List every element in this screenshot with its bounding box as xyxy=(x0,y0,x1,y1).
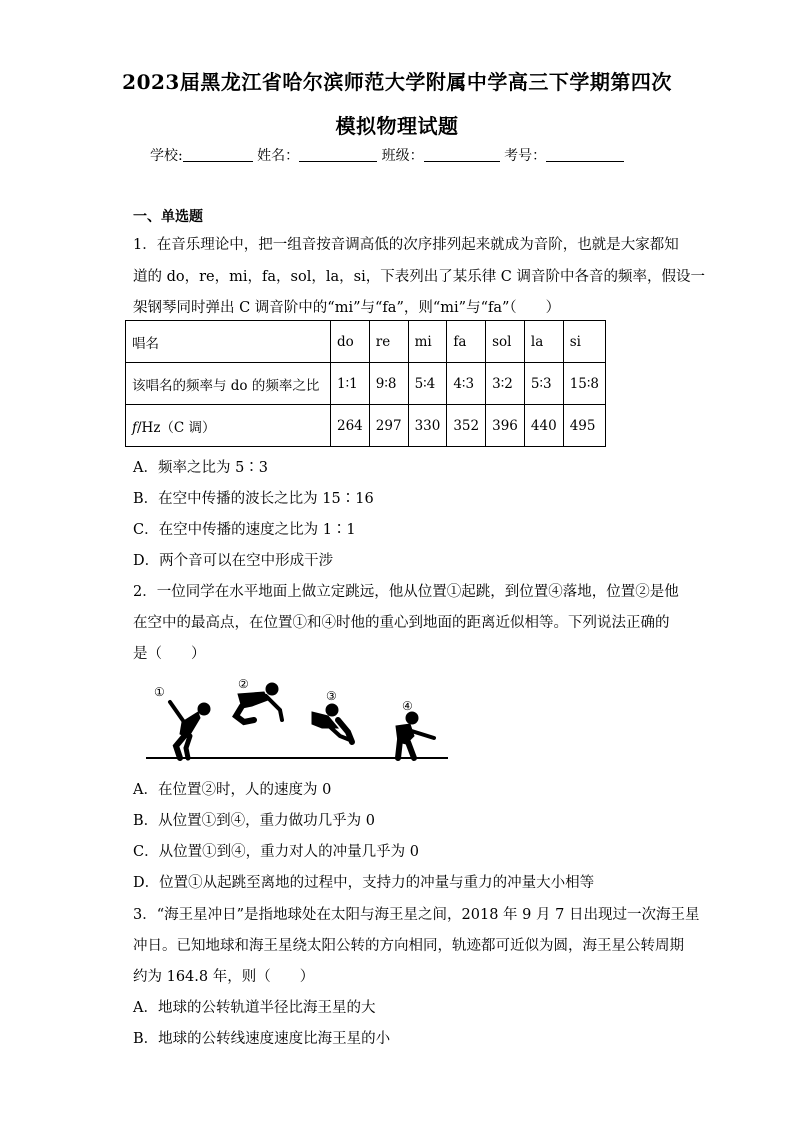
class-blank[interactable] xyxy=(424,147,500,162)
question-3-text: 3．“海王星冲日”是指地球处在太阳与海王星之间，2018 年 9 月 7 日出现过一次海王星 xyxy=(133,907,700,923)
table-cell: fa xyxy=(447,321,486,363)
table-cell: 352 xyxy=(447,405,486,447)
question-1-text: 1．在音乐理论中，把一组音按音调高低的次序排列起来就成为音阶，也就是大家都知 xyxy=(133,237,679,253)
school-blank[interactable] xyxy=(183,147,253,162)
table-cell: 495 xyxy=(563,405,605,447)
question-3-text: 冲日。已知地球和海王星绕太阳公转的方向相同，轨迹都可近似为圆，海王星公转周期 xyxy=(133,938,684,954)
table-cell: 396 xyxy=(486,405,525,447)
table-cell: 3∶2 xyxy=(486,363,525,405)
section-heading: 一、单选题 xyxy=(133,209,203,225)
long-jump-figure xyxy=(142,676,452,764)
position-label-4: ④ xyxy=(402,699,413,713)
table-cell: 330 xyxy=(408,405,447,447)
frequency-table xyxy=(125,320,606,447)
table-row xyxy=(126,363,606,405)
table-cell: do xyxy=(331,321,370,363)
question-2-text: 在空中的最高点，在位置①和④时他的重心到地面的距离近似相等。下列说法正确的 xyxy=(133,615,670,631)
table-cell: 唱名 xyxy=(126,321,331,363)
jumper-leg xyxy=(236,706,254,722)
frequency-symbol: f xyxy=(132,419,137,436)
table-cell: 440 xyxy=(524,405,563,447)
name-blank[interactable] xyxy=(299,147,377,162)
class-label: 班级： xyxy=(381,148,424,164)
jumper-head xyxy=(198,703,210,715)
school-label: 学校: xyxy=(150,148,183,164)
jumper-position-3 xyxy=(312,704,352,742)
option-a[interactable]: A．在位置②时，人的速度为 0 xyxy=(133,782,332,798)
table-cell: 297 xyxy=(369,405,408,447)
table-cell: 5∶3 xyxy=(524,363,563,405)
jumper-position-4 xyxy=(396,712,434,758)
page-title: 2023届黑龙江省哈尔滨师范大学附属中学高三下学期第四次 xyxy=(122,70,672,94)
table-cell: si xyxy=(563,321,605,363)
position-label-2: ② xyxy=(238,677,249,691)
table-cell: 4∶3 xyxy=(447,363,486,405)
student-info-row xyxy=(150,145,624,165)
jumper-position-1 xyxy=(170,702,210,758)
jumper-arm xyxy=(266,696,282,720)
table-cell: sol xyxy=(486,321,525,363)
jumper-head xyxy=(326,704,338,716)
page-subtitle: 模拟物理试题 xyxy=(335,114,459,138)
option-c[interactable]: C．在空中传播的速度之比为 1∶1 xyxy=(133,522,356,538)
table-cell: re xyxy=(369,321,408,363)
question-1-text: 架钢琴同时弹出 C 调音阶中的“mi”与“fa”，则“mi”与“fa”（ ） xyxy=(133,300,561,316)
number-label: 考号： xyxy=(504,148,547,164)
number-blank[interactable] xyxy=(546,147,624,162)
table-cell: 264 xyxy=(331,405,370,447)
question-1-text: 道的 do，re，mi，fa，sol，la，si，下表列出了某乐律 C 调音阶中各音的频率，假设一 xyxy=(133,269,706,285)
jumper-head xyxy=(266,683,278,695)
table-cell xyxy=(126,405,331,447)
name-label: 姓名： xyxy=(257,148,300,164)
option-b[interactable]: B．在空中传播的波长之比为 15∶16 xyxy=(133,491,374,507)
jumper-leg xyxy=(186,736,190,758)
table-cell: 1∶1 xyxy=(331,363,370,405)
table-cell: 15∶8 xyxy=(563,363,605,405)
position-label-1: ① xyxy=(154,685,165,699)
jumper-leg xyxy=(398,740,414,758)
frequency-unit-label: /Hz（C 调） xyxy=(137,419,216,436)
option-b[interactable]: B．地球的公转线速度速度比海王星的小 xyxy=(133,1031,391,1047)
table-cell: la xyxy=(524,321,563,363)
table-cell: 9∶8 xyxy=(369,363,408,405)
question-2-text: 2．一位同学在水平地面上做立定跳远，他从位置①起跳，到位置④落地，位置②是他 xyxy=(133,584,679,600)
option-a[interactable]: A．频率之比为 5∶3 xyxy=(133,460,269,476)
table-cell: 5∶4 xyxy=(408,363,447,405)
table-cell: mi xyxy=(408,321,447,363)
jumper-arm xyxy=(170,702,184,722)
table-row xyxy=(126,321,606,363)
table-row xyxy=(126,405,606,447)
position-label-3: ③ xyxy=(326,689,337,703)
question-2-text: 是（ ） xyxy=(133,646,206,662)
option-d[interactable]: D．位置①从起跳至离地的过程中，支持力的冲量与重力的冲量大小相等 xyxy=(133,875,595,891)
option-c[interactable]: C．从位置①到④，重力对人的冲量几乎为 0 xyxy=(133,844,419,860)
table-cell: 该唱名的频率与 do 的频率之比 xyxy=(126,363,331,405)
question-3-text: 约为 164.8 年，则（ ） xyxy=(133,969,315,985)
option-b[interactable]: B．从位置①到④，重力做功几乎为 0 xyxy=(133,813,375,829)
option-a[interactable]: A．地球的公转轨道半径比海王星的大 xyxy=(133,1000,376,1016)
jumper-head xyxy=(406,712,418,724)
option-d[interactable]: D．两个音可以在空中形成干涉 xyxy=(133,553,334,569)
